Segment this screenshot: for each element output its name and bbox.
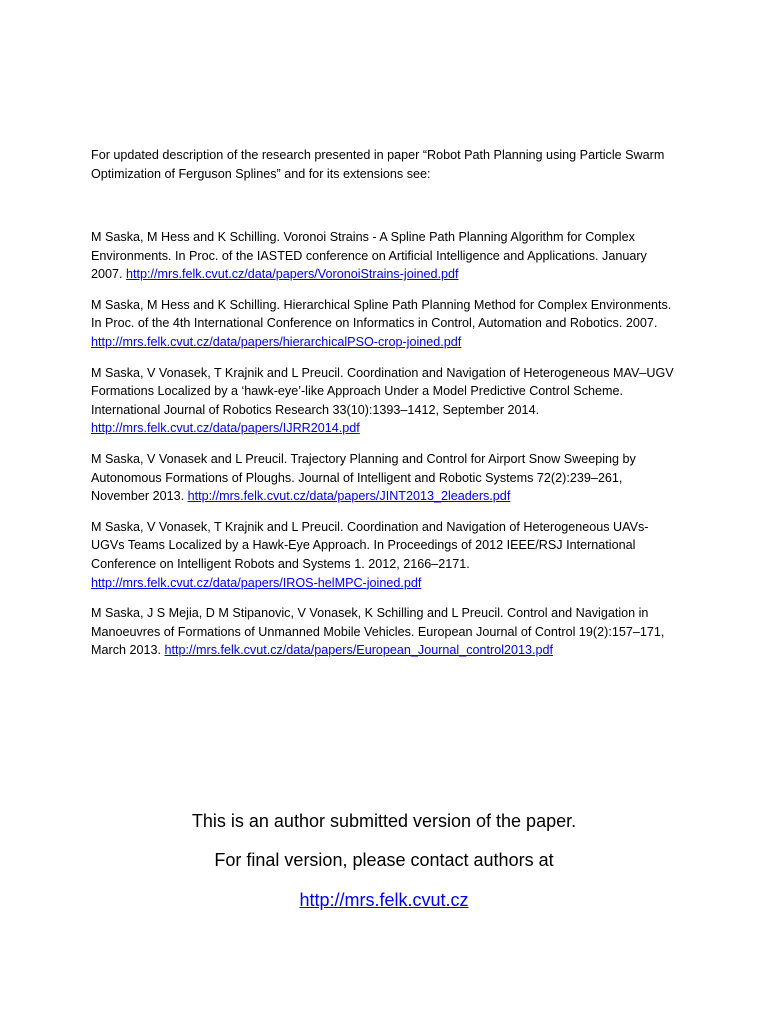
reference-text: M Saska, V Vonasek, T Krajnik and L Preucil. Coordination and Navigation of Heterogeneous MAV–UGV Formations Localized by a ‘hawk-eye’-like Approach Under a Model Predictive Control Scheme. International Journal of Robotics Research 33(10):1393–1412, September 2014. bbox=[91, 365, 674, 417]
reference-link[interactable]: http://mrs.felk.cvut.cz/data/papers/IJRR2014.pdf bbox=[91, 421, 360, 436]
footer-website-link[interactable]: http://mrs.felk.cvut.cz bbox=[299, 890, 469, 910]
reference-text: M Saska, M Hess and K Schilling. Voronoi Strains - A Spline Path Planning Algorithm for Complex Environments. In Proc. of the IASTED conference on Artificial Intelligence and Applications. January 2007. bbox=[91, 230, 647, 282]
reference-list bbox=[91, 228, 681, 672]
reference-text: M Saska, V Vonasek and L Preucil. Trajectory Planning and Control for Airport Snow Sweeping by Autonomous Formations of Ploughs. Journal of Intelligent and Robotic Systems 72(2):239–261, November 2013. bbox=[91, 451, 636, 504]
reference-text: M Saska, M Hess and K Schilling. Hierarchical Spline Path Planning Method for Complex Environments. In Proc. of the 4th International Conference on Informatics in Control, Automation and Robotics. 2007. bbox=[91, 297, 672, 331]
footer-contact-text: For final version, please contact authors at bbox=[214, 850, 554, 870]
footer-link-line bbox=[0, 890, 768, 911]
reference-item bbox=[91, 296, 681, 352]
reference-link[interactable]: http://mrs.felk.cvut.cz/data/papers/JINT2013_2leaders.pdf bbox=[187, 489, 511, 504]
reference-item bbox=[91, 364, 681, 438]
reference-item bbox=[91, 450, 681, 506]
reference-link[interactable]: http://mrs.felk.cvut.cz/data/papers/IROS-helMPC-joined.pdf bbox=[91, 575, 422, 590]
intro-paragraph: For updated description of the research presented in paper “Robot Path Planning using Particle Swarm Optimization of Ferguson Splines” and for its extensions see: bbox=[91, 148, 665, 181]
reference-link[interactable]: http://mrs.felk.cvut.cz/data/papers/hierarchicalPSO-crop-joined.pdf bbox=[91, 334, 462, 349]
reference-text: M Saska, J S Mejia, D M Stipanovic, V Vonasek, K Schilling and L Preucil. Control and Navigation in Manoeuvres of Formations of Unmanned Mobile Vehicles. European Journal of Control 19(2):157–171, March 2013. bbox=[91, 606, 665, 658]
footer-notice: This is an author submitted version of the paper. bbox=[191, 811, 577, 831]
reference-item bbox=[91, 228, 681, 284]
reference-item bbox=[91, 604, 681, 660]
reference-link[interactable]: http://mrs.felk.cvut.cz/data/papers/European_Journal_control2013.pdf bbox=[164, 643, 554, 658]
reference-text: M Saska, V Vonasek, T Krajnik and L Preucil. Coordination and Navigation of Heterogeneous UAVs-UGVs Teams Localized by a Hawk-Eye Approach. In Proceedings of 2012 IEEE/RSJ International Conference on Intelligent Robots and Systems 1. 2012, 2166–2171. bbox=[91, 519, 649, 571]
reference-link[interactable]: http://mrs.felk.cvut.cz/data/papers/VoronoiStrains-joined.pdf bbox=[126, 267, 459, 282]
reference-item bbox=[91, 518, 681, 592]
